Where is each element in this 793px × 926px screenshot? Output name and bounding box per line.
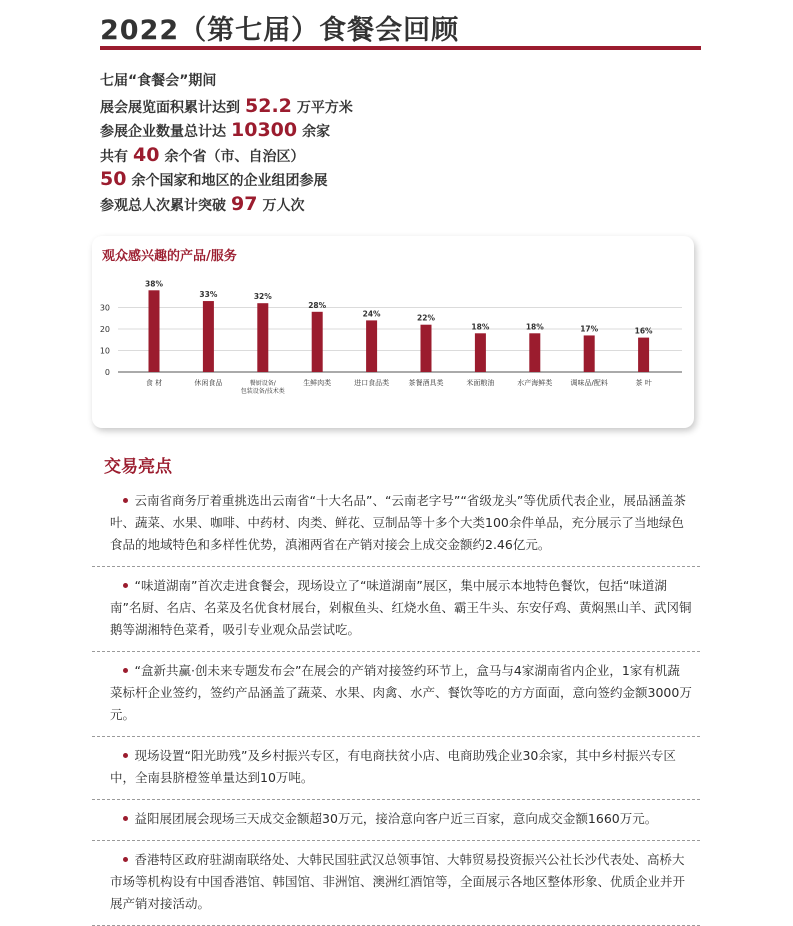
- highlight-item: [92, 652, 700, 737]
- bar-value-label: 16%: [634, 326, 653, 336]
- stat-area-suffix: 万平方米: [296, 99, 353, 116]
- chart-title: 观众感兴趣的产品/服务: [102, 249, 237, 264]
- title-divider: [100, 46, 701, 50]
- stat-visitors-suffix: 万人次: [262, 197, 305, 214]
- bar-value-label: 18%: [471, 322, 490, 332]
- bullet-icon: [123, 583, 128, 588]
- x-tick-label: 茶 叶: [635, 379, 652, 387]
- highlight-text: 益阳展团展会现场三天成交金额超30万元，接洽意向客户近三百家，意向成交金额1660万元。: [134, 811, 658, 826]
- page-title: 2022（第七届）食餐会回顾: [100, 15, 460, 46]
- stat-countries-suffix: 余个国家和地区的企业组团参展: [131, 173, 328, 189]
- highlight-text: 云南省商务厅着重挑选出云南省“十大名品”、“云南老字号”“省级龙头”等优质代表企业，展品涵盖茶叶、蔬菜、水果、咖啡、中药材、肉类、鲜花、豆制品等十多个大类100余件单品，充分展示了当地绿色食品的地域特色和多样性优势，滇湘两省在产销对接会上成交金额约2.46亿元。: [110, 493, 686, 552]
- stat-companies-suffix: 余家: [302, 124, 331, 140]
- x-tick-label: 茶餐酒具类: [408, 379, 444, 387]
- bar: [421, 325, 432, 372]
- bar-value-label: 17%: [580, 324, 599, 334]
- bar-value-label: 32%: [253, 292, 272, 302]
- bar: [584, 335, 595, 372]
- bar-value-label: 28%: [308, 300, 327, 310]
- stat-area-prefix: 展会展览面积累计达到: [100, 99, 240, 116]
- bullet-icon: [123, 498, 128, 503]
- bar: [475, 333, 486, 372]
- x-tick-label: 水产海鲜类: [517, 379, 553, 387]
- y-tick-label: 20: [99, 325, 110, 334]
- highlight-text: 香港特区政府驻湖南联络处、大韩民国驻武汉总领事馆、大韩贸易投资振兴公社长沙代表处、高桥大市场等机构设有中国香港馆、韩国馆、非洲馆、澳洲红酒馆等，全面展示各地区整体形象、优质企业并开展产销对接活动。: [110, 852, 686, 911]
- interest-bar-chart: [92, 236, 694, 428]
- y-tick-label: 10: [99, 346, 110, 356]
- bar: [638, 338, 649, 372]
- stat-visitors-prefix: 参观总人次累计突破: [100, 197, 226, 214]
- stat-provinces-value: 40: [133, 143, 160, 166]
- bullet-icon: [123, 857, 128, 862]
- bar: [149, 290, 160, 372]
- stat-visitors-value: 97: [231, 192, 258, 215]
- stat-companies-value: 10300: [231, 119, 298, 141]
- stat-intro-text: 七届“食餐会”期间: [100, 73, 217, 89]
- stat-provinces: [100, 144, 660, 169]
- stat-countries: [100, 168, 660, 193]
- trade-highlights-list: [92, 486, 700, 926]
- stats-block: [100, 70, 660, 217]
- highlight-text: “味道湖南”首次走进食餐会，现场设立了“味道湖南”展区，集中展示本地特色餐饮，包括“味道湖南”名厨、名店、名菜及名优食材展台，剁椒鱼头、红烧水鱼、霸王牛头、东安仔鸡、黄焖黑山羊、武冈铜鹅等湖湘特色菜肴，吸引专业观众品尝试吃。: [110, 578, 692, 637]
- y-tick-label: 30: [99, 303, 110, 313]
- bullet-icon: [123, 753, 128, 758]
- bar-value-label: 18%: [525, 322, 544, 332]
- stat-area-value: 52.2: [245, 94, 292, 117]
- bar-value-label: 38%: [145, 279, 163, 289]
- highlight-item: [92, 800, 700, 841]
- y-tick-label: 0: [104, 368, 110, 377]
- highlight-item: [92, 486, 700, 567]
- stat-visitors: [100, 193, 660, 218]
- x-tick-label: 调味品/配料: [570, 379, 608, 387]
- bar: [366, 320, 377, 372]
- highlight-item: [92, 841, 700, 926]
- x-tick-label: 包装设备/技术类: [240, 388, 285, 395]
- highlight-text: 现场设置“阳光助残”及乡村振兴专区，有电商扶贫小店、电商助残企业30余家，其中乡村振兴专区中，全南县脐橙签单量达到10万吨。: [110, 748, 676, 785]
- x-tick-label: 进口食品类: [354, 379, 390, 387]
- bar: [203, 301, 214, 372]
- bar-value-label: 22%: [417, 313, 435, 323]
- bar: [257, 303, 268, 372]
- bar: [529, 333, 540, 372]
- chart-card: [92, 236, 694, 428]
- bar-value-label: 33%: [199, 290, 218, 300]
- stat-countries-value: 50: [100, 168, 127, 190]
- x-tick-label: 餐厨设备/: [249, 380, 276, 387]
- bullet-icon: [123, 668, 128, 673]
- stat-intro: [100, 70, 660, 95]
- highlight-item: [92, 737, 700, 800]
- bullet-icon: [123, 816, 128, 821]
- trade-section-title: 交易亮点: [104, 457, 172, 477]
- stat-companies: [100, 119, 660, 144]
- x-tick-label: 食 材: [145, 379, 163, 387]
- x-tick-label: 生鲜肉类: [303, 379, 332, 387]
- highlight-text: “盒新共赢·创未来专题发布会”在展会的产销对接签约环节上，盒马与4家湖南省内企业，1家有机蔬菜标杆企业签约，签约产品涵盖了蔬菜、水果、肉禽、水产、餐饮等吃的方方面面，意向签约金额3000万元。: [110, 663, 692, 722]
- bar: [312, 312, 323, 372]
- x-tick-label: 米面粮油: [466, 379, 495, 387]
- stat-area: [100, 95, 660, 120]
- stat-provinces-suffix: 余个省（市、自治区）: [164, 148, 305, 165]
- stat-companies-prefix: 参展企业数量总计达: [100, 124, 226, 140]
- bar-value-label: 24%: [362, 309, 381, 319]
- highlight-item: [92, 567, 700, 652]
- x-tick-label: 休闲食品: [194, 379, 223, 387]
- stat-provinces-prefix: 共有: [100, 148, 128, 165]
